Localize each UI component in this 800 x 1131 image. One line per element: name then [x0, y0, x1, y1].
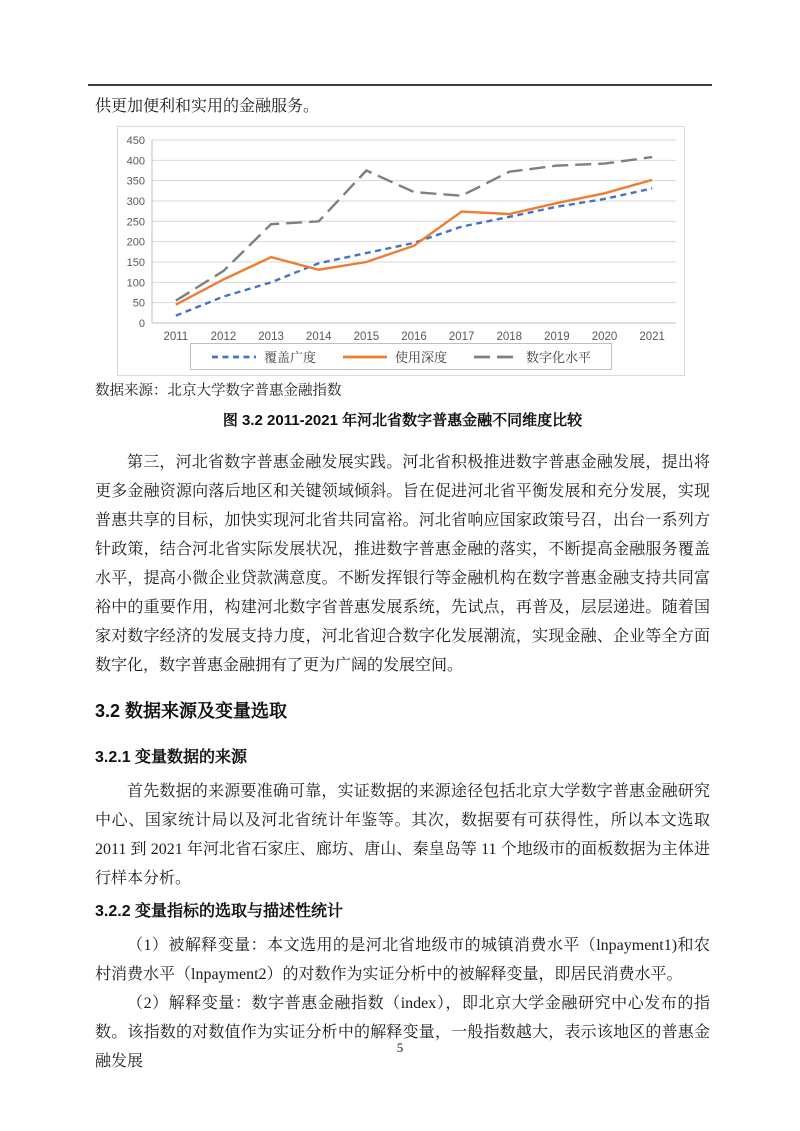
- legend-label: 使用深度: [394, 350, 448, 365]
- svg-text:2019: 2019: [544, 331, 570, 343]
- paragraph-practice: 第三，河北省数字普惠金融发展实践。河北省积极推进数字普惠金融发展，提出将更多金融资源向落后地区和关键领域倾斜。旨在促进河北省平衡发展和充分发展，实现普惠共享的目标，加快实现河北省共同富裕。河北省响应国家政策号召，出台一系列方针政策，结合河北省实际发展状况，推进数字普惠金融的落实，不断提高金融服务覆盖水平，提高小微企业贷款满意度。不断发挥银行等金融机构在数字普惠金融支持共同富裕中的重要作用，构建河北数字省普惠发展系统，先试点，再普及，层层递进。随着国家对数字经济的发展支持力度，河北省迎合数字化发展潮流，实现金融、企业等全方面数字化，数字普惠金融拥有了更为广阔的发展空间。: [95, 454, 710, 674]
- legend-line-sample-icon: [342, 353, 388, 361]
- paragraph-3-2-2-item1: （1）被解释变量：本文选用的是河北省地级市的城镇消费水平（lnpayment1)和农村消费水平（lnpayment2）的对数作为实证分析中的被解释变量，即居民消费水平。: [95, 937, 710, 983]
- svg-text:450: 450: [126, 135, 145, 147]
- svg-text:250: 250: [126, 216, 145, 229]
- figure-caption: 图 3.2 2011-2021 年河北省数字普惠金融不同维度比较: [222, 412, 583, 429]
- series-line-数字化水平: [176, 157, 652, 301]
- chart-legend: [190, 343, 612, 370]
- svg-text:2015: 2015: [353, 331, 380, 343]
- svg-text:50: 50: [132, 297, 145, 310]
- page-number: 5: [396, 1040, 404, 1055]
- svg-text:2011: 2011: [163, 331, 189, 343]
- line-chart-svg: [118, 127, 684, 375]
- legend-label: 数字化水平: [526, 350, 592, 365]
- heading-3-2-1: 3.2.1 变量数据的来源: [95, 749, 248, 766]
- svg-text:0: 0: [138, 318, 145, 330]
- svg-text:400: 400: [126, 155, 145, 168]
- legend-item: [211, 347, 316, 366]
- legend-line-sample-icon: [211, 353, 257, 361]
- series-line-使用深度: [176, 180, 652, 305]
- svg-text:350: 350: [126, 175, 145, 188]
- svg-text:2016: 2016: [401, 331, 427, 343]
- svg-text:200: 200: [126, 236, 145, 249]
- svg-text:2017: 2017: [448, 331, 475, 343]
- svg-text:2014: 2014: [305, 331, 332, 343]
- legend-item: [473, 347, 591, 366]
- heading-3-2-2: 3.2.2 变量指标的选取与描述性统计: [95, 903, 344, 920]
- legend-item: [342, 347, 447, 366]
- chart-source-note: 数据来源：北京大学数字普惠金融指数: [95, 383, 342, 399]
- legend-line-sample-icon: [473, 353, 519, 361]
- series-line-覆盖广度: [176, 188, 652, 315]
- paragraph-3-2-1: 首先数据的来源要准确可靠，实证数据的来源途径包括北京大学数字普惠金融研究中心、国家统计局以及河北省统计年鉴等。其次，数据要有可获得性，所以本文选取 2011 到 2021 年河北省石家庄、廊坊、唐山、秦皇岛等 11 个地级市的面板数据为主体进行样本分析。: [95, 783, 710, 887]
- line-chart-figure: [117, 126, 685, 376]
- paragraph-3-2-2-item2: （2）解释变量：数字普惠金融指数（index），即北京大学金融研究中心发布的指数。该指数的对数值作为实证分析中的解释变量，一般指数越大，表示该地区的普惠金融发展: [95, 995, 710, 1070]
- svg-text:2018: 2018: [496, 331, 523, 343]
- page-content: [95, 95, 710, 1076]
- heading-3-2: 3.2 数据来源及变量选取: [95, 701, 288, 721]
- svg-text:2021: 2021: [639, 331, 665, 343]
- svg-text:100: 100: [126, 277, 145, 290]
- intro-paragraph: 供更加便利和实用的金融服务。: [95, 98, 320, 115]
- svg-text:2013: 2013: [258, 331, 284, 343]
- svg-text:2012: 2012: [210, 331, 237, 343]
- svg-text:300: 300: [126, 196, 145, 208]
- svg-text:150: 150: [126, 257, 145, 269]
- header-rule: [88, 84, 712, 86]
- legend-label: 覆盖广度: [263, 350, 316, 365]
- svg-text:2020: 2020: [591, 331, 618, 343]
